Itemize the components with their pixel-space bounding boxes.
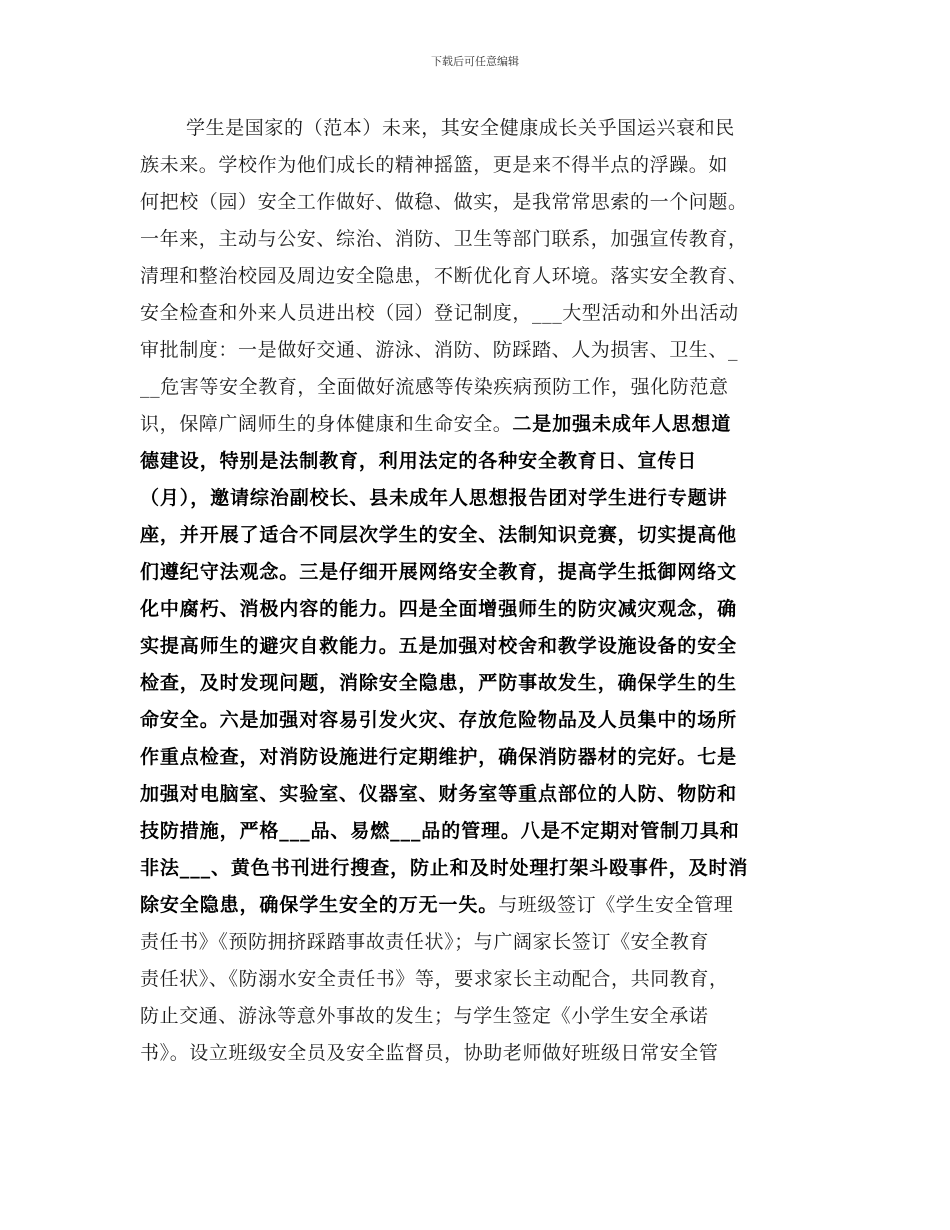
text-line — [140, 1035, 820, 1072]
text-line — [140, 924, 820, 961]
text-segment: 学生是国家的（范本）未来，其安全健康成长关乎国运兴衰和民 — [186, 117, 735, 139]
bold-text-segment: 德建设，特别是法制教育，利用法定的各种安全教育日、宣传日 — [140, 450, 698, 472]
text-line — [140, 406, 820, 443]
text-line — [140, 739, 820, 776]
bold-text-segment: 技防措施，严格___品、易燃___品的管理。八是不定期对管制刀具和 — [140, 820, 740, 842]
text-segment: 责任状》、《防溺水安全责任书》等，要求家长主动配合，共同教育， — [140, 968, 729, 990]
text-segment: 审批制度：一是做好交通、游泳、消防、防踩踏、人为损害、卫生、_ — [140, 339, 739, 361]
text-line — [140, 961, 820, 998]
bold-text-segment: 作重点检查，对消防设施进行定期维护，确保消防器材的完好。七是 — [140, 746, 738, 768]
text-segment: 识，保障广阔师生的身体健康和生命安全。 — [140, 413, 513, 435]
text-segment: __危害等安全教育，全面做好流感等传染疾病预防工作，强化防范意 — [140, 376, 729, 398]
text-line — [140, 369, 820, 406]
text-segment: 安全检查和外来人员进出校（园）登记制度，___大型活动和外出活动 — [140, 302, 739, 324]
bold-text-segment: 座，并开展了适合不同层次学生的安全、法制知识竞赛，切实提高他 — [140, 524, 738, 546]
bold-text-segment: 检查，及时发现问题，消除安全隐患，严防事故发生，确保学生的生 — [140, 672, 738, 694]
text-line — [140, 258, 820, 295]
text-line — [140, 998, 820, 1035]
text-line — [140, 850, 820, 887]
bold-text-segment: 实提高师生的避灾自救能力。五是加强对校舍和教学设施设备的安全 — [140, 635, 738, 657]
page-header: 下载后可任意编辑 — [431, 55, 519, 68]
bold-text-segment: （月），邀请综治副校长、县未成年人思想报告团对学生进行专题讲 — [140, 487, 728, 509]
text-line — [140, 443, 820, 480]
text-segment: 族未来。学校作为他们成长的精神摇篮，更是来不得半点的浮躁。如 — [140, 154, 729, 176]
text-line — [140, 147, 820, 184]
text-line — [140, 813, 820, 850]
text-line — [140, 591, 820, 628]
bold-text-segment: 除安全隐患，确保学生安全的万无一失。 — [140, 894, 499, 916]
bold-text-segment: 非法___、黄色书刊进行搜查，防止和及时处理打架斗殴事件，及时消 — [140, 857, 749, 879]
bold-text-segment: 化中腐朽、消极内容的能力。四是全面增强师生的防灾减灾观念，确 — [140, 598, 738, 620]
bold-text-segment: 命安全。六是加强对容易引发火灾、存放危险物品及人员集中的场所 — [140, 709, 738, 731]
text-line — [140, 554, 820, 591]
text-line — [140, 665, 820, 702]
text-segment: 与班级签订《学生安全管理 — [498, 894, 734, 916]
bold-text-segment: 加强对电脑室、实验室、仪器室、财务室等重点部位的人防、物防和 — [140, 783, 738, 805]
text-line — [140, 776, 820, 813]
text-line — [140, 702, 820, 739]
text-line — [140, 480, 820, 517]
bold-text-segment: 二是加强未成年人思想道 — [512, 413, 732, 435]
text-line — [140, 517, 820, 554]
text-line — [140, 295, 820, 332]
text-segment: 书》。设立班级安全员及安全监督员，协助老师做好班级日常安全管 — [140, 1042, 719, 1064]
text-line — [140, 110, 820, 147]
text-segment: 责任书》《预防拥挤踩踏事故责任状》；与广阔家长签订《安全教育 — [140, 931, 710, 953]
text-segment: 何把校（园）安全工作做好、做稳、做实，是我常常思索的一个问题。 — [140, 191, 748, 213]
text-line — [140, 628, 820, 665]
text-line — [140, 221, 820, 258]
text-line — [140, 184, 820, 221]
text-segment: 防止交通、游泳等意外事故的发生；与学生签定《小学生安全承诺 — [140, 1005, 709, 1027]
text-line — [140, 332, 820, 369]
text-segment: 清理和整治校园及周边安全隐患，不断优化育人环境。落实安全教育、 — [140, 265, 748, 287]
body-text — [140, 110, 820, 1072]
text-line — [140, 887, 820, 924]
text-segment: 一年来，主动与公安、综治、消防、卫生等部门联系，加强宣传教育， — [140, 228, 748, 250]
bold-text-segment: 们遵纪守法观念。三是仔细开展网络安全教育，提高学生抵御网络文 — [140, 561, 738, 583]
